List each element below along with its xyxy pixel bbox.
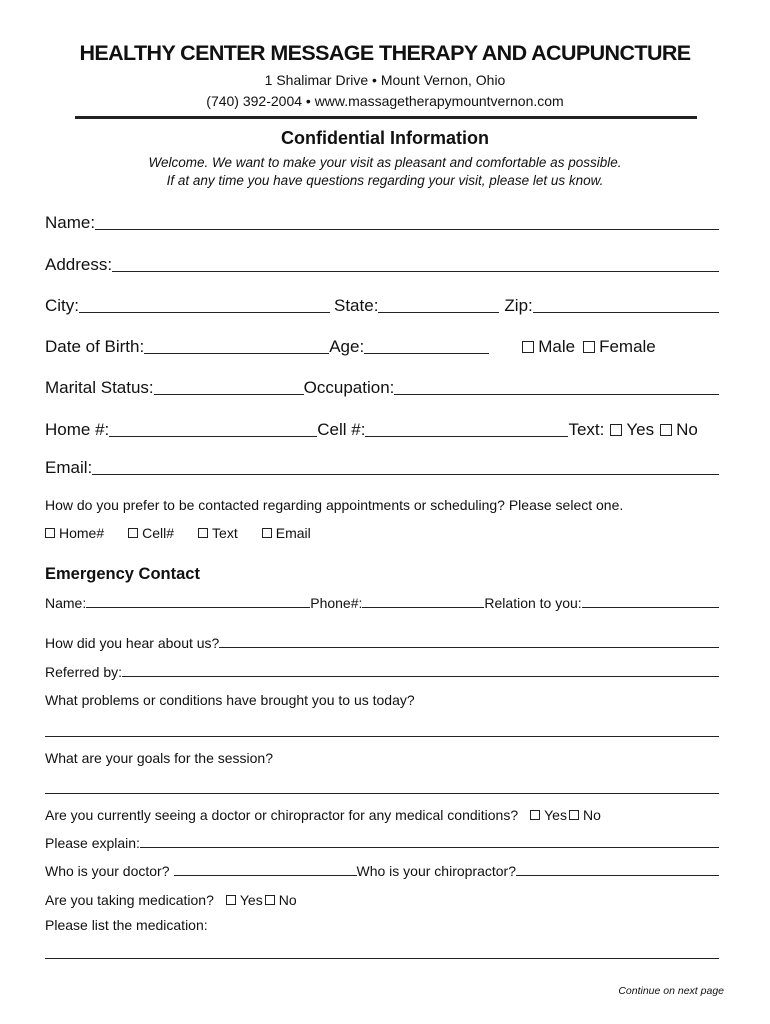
seeing-no-checkbox[interactable] xyxy=(569,810,579,820)
text-yes-label: Yes xyxy=(626,420,655,439)
please-explain-row xyxy=(45,835,719,851)
emergency-contact-heading: Emergency Contact xyxy=(45,565,200,583)
hear-about-field[interactable] xyxy=(219,647,719,648)
seeing-yes-option[interactable] xyxy=(530,807,567,823)
email-row xyxy=(45,458,719,478)
emergency-relation-label: Relation to you: xyxy=(484,595,582,611)
list-medication-label: Please list the medication: xyxy=(45,917,208,933)
dob-age-gender-row xyxy=(45,337,719,357)
contact-pref-question-row xyxy=(45,497,719,513)
name-field[interactable] xyxy=(95,229,719,230)
name-label: Name: xyxy=(45,213,96,232)
emergency-name-label: Name: xyxy=(45,595,87,611)
contact-option-home[interactable] xyxy=(45,525,104,541)
zip-label: Zip: xyxy=(504,296,533,315)
male-label: Male xyxy=(538,337,576,356)
text-no-option[interactable] xyxy=(660,420,698,440)
medication-list-field[interactable] xyxy=(45,958,719,959)
contact-email-checkbox[interactable] xyxy=(262,528,272,538)
address-row xyxy=(45,255,719,275)
goals-label: What are your goals for the session? xyxy=(45,750,274,766)
seeing-no-label: No xyxy=(582,807,601,823)
who-chiro-field[interactable] xyxy=(516,875,719,876)
male-checkbox[interactable] xyxy=(522,341,534,353)
home-phone-field[interactable] xyxy=(109,436,317,437)
medication-row xyxy=(45,892,719,908)
marital-occupation-row xyxy=(45,378,719,398)
contact-text-checkbox[interactable] xyxy=(198,528,208,538)
dob-field[interactable] xyxy=(144,353,329,354)
female-option[interactable] xyxy=(583,337,656,357)
contact-email-label: Email xyxy=(275,525,311,541)
email-label: Email: xyxy=(45,458,93,477)
address-label: Address: xyxy=(45,255,113,274)
intro-line-1: Welcome. We want to make your visit as pleasant and comfortable as possible. xyxy=(148,155,622,170)
contact-option-email[interactable] xyxy=(262,525,311,541)
city-label: City: xyxy=(45,296,79,315)
emergency-relation-field[interactable] xyxy=(582,607,719,608)
cell-phone-field[interactable] xyxy=(365,436,568,437)
home-phone-label: Home #: xyxy=(45,420,110,439)
seeing-doctor-row xyxy=(45,807,719,823)
state-label: State: xyxy=(334,296,379,315)
emergency-phone-label: Phone#: xyxy=(310,595,363,611)
zip-field[interactable] xyxy=(533,312,719,313)
cell-phone-label: Cell #: xyxy=(317,420,366,439)
female-label: Female xyxy=(599,337,656,356)
taking-medication-label: Are you taking medication? xyxy=(45,892,214,908)
problems-row xyxy=(45,692,719,708)
who-doctor-field[interactable] xyxy=(174,875,357,876)
please-explain-field[interactable] xyxy=(140,847,719,848)
city-field[interactable] xyxy=(79,312,330,313)
emergency-contact-row xyxy=(45,595,719,611)
medication-no-checkbox[interactable] xyxy=(265,895,275,905)
text-no-label: No xyxy=(676,420,698,439)
contact-pref-question: How do you prefer to be contacted regarding appointments or scheduling? Please select one. xyxy=(45,497,624,513)
male-option[interactable] xyxy=(522,337,575,357)
city-state-zip-row xyxy=(45,296,719,316)
hear-about-label: How did you hear about us? xyxy=(45,635,220,651)
contact-home-label: Home# xyxy=(59,525,105,541)
seeing-yes-checkbox[interactable] xyxy=(530,810,540,820)
text-no-checkbox[interactable] xyxy=(660,424,672,436)
form-title: Confidential Information xyxy=(281,128,489,148)
who-chiro-label: Who is your chiropractor? xyxy=(356,863,517,879)
occupation-field[interactable] xyxy=(394,394,719,395)
contact-option-cell[interactable] xyxy=(128,525,174,541)
age-field[interactable] xyxy=(364,353,489,354)
seeing-doctor-label: Are you currently seeing a doctor or chiropractor for any medical conditions? xyxy=(45,807,519,823)
occupation-label: Occupation: xyxy=(303,378,395,397)
phone-row xyxy=(45,420,719,440)
contact-home-checkbox[interactable] xyxy=(45,528,55,538)
text-label: Text: xyxy=(568,420,605,439)
referred-by-label: Referred by: xyxy=(45,664,123,680)
medication-yes-option[interactable] xyxy=(226,892,263,908)
text-yes-option[interactable] xyxy=(610,420,654,440)
seeing-yes-label: Yes xyxy=(544,807,567,823)
referred-by-field[interactable] xyxy=(122,676,719,677)
list-medication-row xyxy=(45,917,719,933)
business-contact: (740) 392-2004 • www.massagetherapymountvernon.com xyxy=(206,93,564,109)
goals-field[interactable] xyxy=(45,793,719,794)
name-row xyxy=(45,213,719,233)
dob-label: Date of Birth: xyxy=(45,337,145,356)
problems-field[interactable] xyxy=(45,736,719,737)
please-explain-label: Please explain: xyxy=(45,835,140,851)
marital-status-field[interactable] xyxy=(154,394,304,395)
medication-yes-checkbox[interactable] xyxy=(226,895,236,905)
referred-by-row xyxy=(45,664,719,680)
problems-label: What problems or conditions have brought you to us today? xyxy=(45,692,415,708)
text-yes-checkbox[interactable] xyxy=(610,424,622,436)
marital-status-label: Marital Status: xyxy=(45,378,154,397)
goals-row xyxy=(45,750,719,766)
hear-about-row xyxy=(45,635,719,651)
address-field[interactable] xyxy=(112,271,719,272)
medication-no-option[interactable] xyxy=(265,892,297,908)
medication-yes-label: Yes xyxy=(239,892,263,908)
business-title: HEALTHY CENTER MESSAGE THERAPY AND ACUPUNCTURE xyxy=(79,41,691,65)
header-divider xyxy=(75,116,697,119)
contact-pref-options xyxy=(45,525,719,541)
continue-note: Continue on next page xyxy=(618,985,724,997)
contact-cell-checkbox[interactable] xyxy=(128,528,138,538)
seeing-no-option[interactable] xyxy=(569,807,601,823)
contact-cell-label: Cell# xyxy=(142,525,175,541)
intro-line-2: If at any time you have questions regarding your visit, please let us know. xyxy=(166,173,604,188)
emergency-phone-field[interactable] xyxy=(362,607,484,608)
who-doctor-label: Who is your doctor? xyxy=(45,863,170,879)
female-checkbox[interactable] xyxy=(583,341,595,353)
business-address: 1 Shalimar Drive • Mount Vernon, Ohio xyxy=(264,72,506,88)
age-label: Age: xyxy=(329,337,365,356)
contact-text-label: Text xyxy=(212,525,238,541)
medication-no-label: No xyxy=(278,892,297,908)
emergency-name-field[interactable] xyxy=(86,607,310,608)
state-field[interactable] xyxy=(378,312,499,313)
email-field[interactable] xyxy=(92,474,719,475)
doctor-chiro-row xyxy=(45,863,719,879)
contact-option-text[interactable] xyxy=(198,525,238,541)
